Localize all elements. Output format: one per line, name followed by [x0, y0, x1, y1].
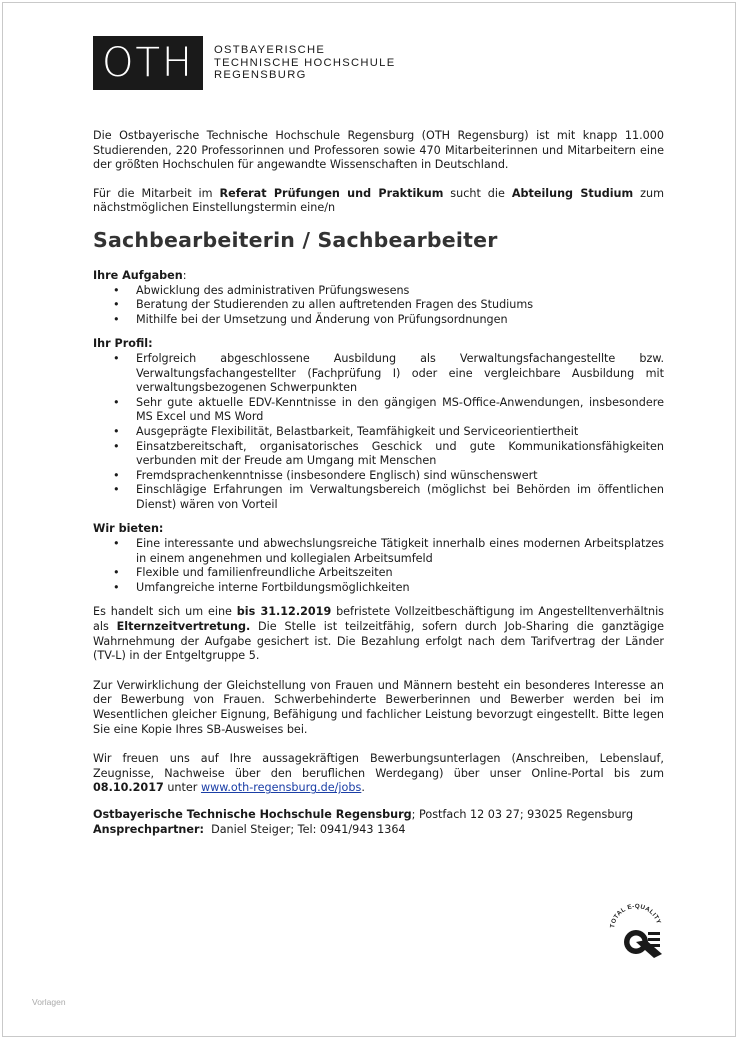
call-text: sucht die — [443, 186, 512, 200]
offer-heading: Wir bieten: — [93, 522, 164, 536]
tasks-heading — [93, 269, 664, 284]
list-item: • Flexible und familienfreundliche Arbeitszeiten — [136, 566, 664, 581]
equality-paragraph: Zur Verwirklichung der Gleichstellung von Frauen und Männern besteht ein besonderes Interesse an der Bewerbung von Frauen. Schwerbehinderte Bewerberinnen und Bewerber werden bei im Wesentlichen gleicher Eignung, Befähigung und fachlicher Leistung bevorzugt eingestellt. Bitte legen Sie eine Kopie Ihres SB-Ausweises bei. — [93, 678, 664, 736]
job-title: Sachbearbeiterin / Sachbearbeiter — [93, 227, 498, 252]
list-item: • Mithilfe bei der Umsetzung und Änderung von Prüfungsordnungen — [136, 313, 664, 328]
apply-text: . — [361, 781, 365, 795]
footer-note: Vorlagen — [32, 997, 66, 1007]
terms-paragraph — [93, 605, 664, 663]
intro-paragraph: Die Ostbayerische Technische Hochschule Regensburg (OTH Regensburg) ist mit knapp 11.000 Studierenden, 220 Professorinnen und Professoren sowie 470 Mitarbeiterinnen und Mitarbeitern eine der größten Hochschulen für angewandte Wissenschaften in Deutschland. — [93, 129, 664, 172]
contact-person-text: Daniel Steiger; Tel: 0941/943 1364 — [203, 822, 406, 836]
abteilung-name: Abteilung Studium — [511, 186, 634, 200]
referat-name: Referat Prüfungen und Praktikum — [219, 186, 444, 200]
terms-text: Die Stelle ist teilzeitfähig, sofern durch Job-Sharing die ganztägige Wahrnehmung der Aufgabe gesichert ist. Die Bezahlung erfolgt nach dem Tarifvertrag der Länder (TV-L) in der Entgeltgruppe 5. — [93, 620, 664, 663]
list-item: • Sehr gute aktuelle EDV-Kenntnisse in den gängigen MS-Office-Anwendungen, insbesondere MS Excel und MS Word — [136, 396, 664, 425]
tasks-heading-colon: : — [182, 268, 187, 282]
terms-text: Es handelt sich um eine — [93, 605, 237, 619]
list-item: • Erfolgreich abgeschlossene Ausbildung als Verwaltungsfachangestellte bzw. Verwaltungsfachangestellter (Fachprüfung I) oder eine vergleichbare Ausbildung mit verwaltungsbezogenen Schwerpunkten — [136, 352, 664, 396]
job-posting — [93, 129, 664, 837]
tasks-list — [93, 284, 664, 328]
contact-address — [93, 808, 664, 823]
contact-address-text: ; Postfach 12 03 27; 93025 Regensburg — [411, 807, 634, 821]
apply-text: Wir freuen uns auf Ihre aussagekräftigen Bewerbungsunterlagen (Anschreiben, Lebenslauf, Zeugnisse, Nachweise über den beruflichen Werdegang) über unser Online-Portal bis zum — [93, 752, 664, 780]
contact-person-label: Ansprechpartner: — [93, 822, 204, 836]
list-item: • Ausgeprägte Flexibilität, Belastbarkeit, Teamfähigkeit und Serviceorientiertheit — [136, 425, 664, 440]
apply-deadline: 08.10.2017 — [93, 781, 164, 795]
list-item: • Eine interessante und abwechslungsreiche Tätigkeit innerhalb eines modernen Arbeitsplatzes in einem angenehmen und kollegialen Arbeitsumfeld — [136, 537, 664, 566]
profile-list — [93, 352, 664, 513]
call-paragraph — [93, 187, 664, 216]
call-text: zum nächstmöglichen Einstellungstermin eine/n — [93, 186, 664, 215]
svg-text:TOTAL E-QUALITY — [609, 903, 662, 929]
contact-org: Ostbayerische Technische Hochschule Regensburg — [93, 807, 412, 821]
call-text: Für die Mitarbeit im — [93, 186, 220, 200]
oth-logo — [93, 36, 203, 90]
jobs-portal-link[interactable]: www.oth-regensburg.de/jobs — [200, 781, 362, 795]
apply-paragraph — [93, 752, 664, 796]
logo-mark: OTH — [102, 40, 194, 86]
offer-list — [93, 537, 664, 595]
logo-wordmark — [214, 44, 395, 82]
list-item: • Beratung der Studierenden zu allen auftretenden Fragen des Studiums — [136, 298, 664, 313]
terms-type: Elternzeitvertretung. — [116, 620, 251, 634]
logo-line: REGENSBURG — [214, 69, 307, 81]
apply-text: unter — [163, 781, 201, 795]
profile-heading: Ihr Profil: — [93, 337, 153, 351]
contact-person — [93, 823, 664, 838]
total-equality-seal-icon — [606, 896, 666, 966]
tasks-heading-text: Ihre Aufgaben — [93, 268, 183, 282]
list-item: • Fremdsprachenkenntnisse (insbesondere Englisch) sind wünschenswert — [136, 469, 664, 484]
list-item: • Abwicklung des administrativen Prüfungswesens — [136, 284, 664, 299]
contact-block — [93, 808, 664, 837]
list-item: • Einschlägige Erfahrungen im Verwaltungsbereich (möglichst bei Behörden im öffentlichen Dienst) wären von Vorteil — [136, 483, 664, 512]
list-item: • Umfangreiche interne Fortbildungsmöglichkeiten — [136, 581, 664, 596]
logo-line: TECHNISCHE HOCHSCHULE — [214, 56, 396, 69]
logo-line: OSTBAYERISCHE — [214, 44, 326, 56]
list-item: • Einsatzbereitschaft, organisatorisches Geschick und gute Kommunikationsfähigkeiten verbunden mit der Freude am Umgang mit Menschen — [136, 440, 664, 469]
seal-text: TOTAL E-QUALITY — [609, 902, 663, 929]
terms-date: bis 31.12.2019 — [236, 605, 332, 619]
terms-text: befristete Vollzeitbeschäftigung im Angestelltenverhältnis als — [93, 605, 665, 634]
